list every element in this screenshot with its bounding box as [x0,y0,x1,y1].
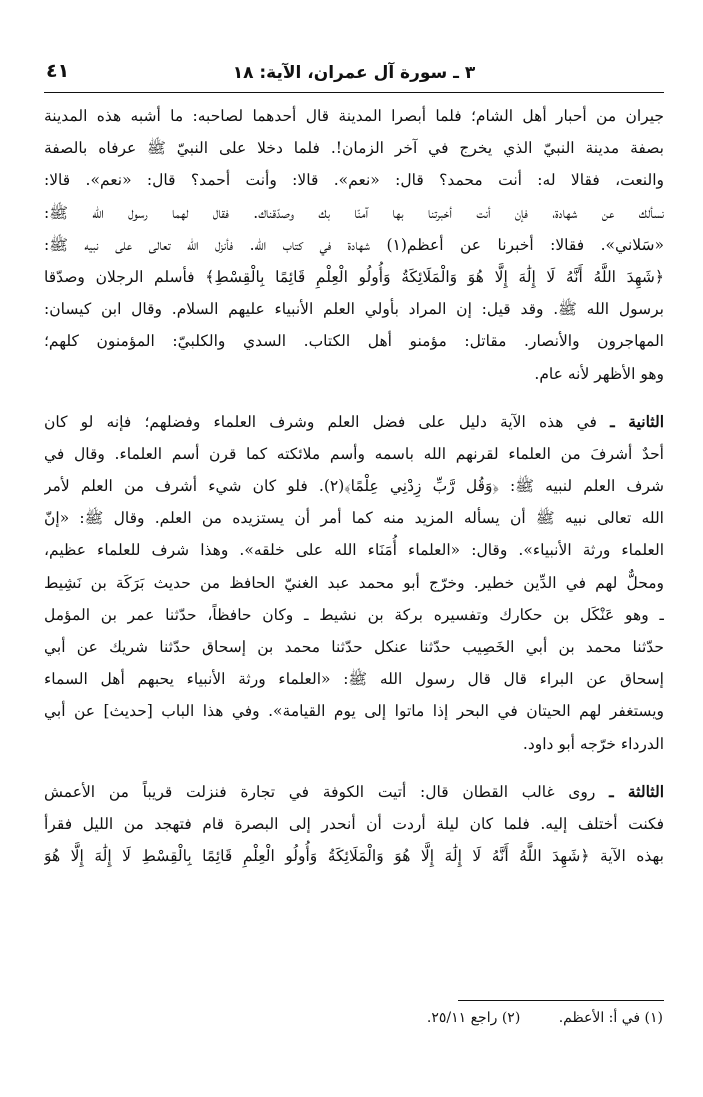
body-text [44,100,664,888]
text-line: فكنت أختلف إليه. فلما كان ليلة أردت أن أنحدر إلى البصرة قام فتهجد من الليل فقرأ [44,814,664,833]
section-lead: الثالثة ـ [609,781,664,801]
paragraph-third [44,776,664,873]
running-title: ٣ ـ سورة آل عمران، الآية: ١٨ [232,63,476,83]
text-line: بصفة مدينة النبيّ الذي يخرج في آخر الزمان!. فلما دخلا على النبيّ ﷺ عرفاه بالصفة [44,139,664,158]
text-line: حدّثنا محمد بن أبي الخَصِيب حدّثنا عنكل حدّثنا محمد بن إسحاق حدّثنا شريك عن أبي [44,638,664,656]
header-rule [44,92,664,93]
page-header [46,58,662,88]
text-line: المهاجرون والأنصار. مقاتل: مؤمنو أهل الكتاب. السدي والكلبيّ: المؤمنون كلهم؛ [44,332,664,351]
footnote: (٢) راجع ٢٥/١١. [426,1010,521,1026]
text-line: جيران من أحبار أهل الشام؛ فلما أبصرا المدينة قال أحدهما لصاحبه: ما أشبه هذه المدينة [44,107,664,125]
text-line: بهذه الآية ﴿شَهِدَ اللَّهُ أَنَّهُ لَا إِلَٰهَ إِلَّا هُوَ وَالْمَلَائِكَةُ وَأُولُو الْعِلْمِ قَائِمًا بِالْقِسْطِ لَا إِلَٰهَ إِلَّا هُوَ [44,847,664,866]
text-line [44,776,664,808]
text-line: الله تعالى نبيه ﷺ أن يسأله المزيد منه كما أمر أن يستزيده من العلم. وقال ﷺ: «إنّ [44,509,664,528]
text-line: ﴿شَهِدَ اللَّهُ أَنَّهُ لَا إِلَٰهَ إِلَّا هُوَ وَالْمَلَائِكَةُ وَأُولُو الْعِلْمِ قَائِمًا بِالْقِسْطِ﴾ فأسلم الرجلان وصدّقا [44,267,664,286]
paragraph-second [44,406,664,760]
footnote: (١) في أ: الأعظم. [558,1010,663,1026]
page-number: ٤١ [46,60,70,82]
text-line: العلماء ورثة الأنبياء». وقال: «العلماء أُمَنَاء الله على خلقه». وهذا شرف للعلماء عظيم، [44,541,664,560]
footnotes [393,1010,663,1026]
paragraph-intro [44,100,664,390]
text-run: روى غالب القطان قال: أتيت الكوفة في تجارة فنزلت قريباً من الأعمش [44,782,610,801]
text-line: ومحلٌّ لهم في الدِّين خطير. وخرّج أبو محمد عبد الغنيّ الحافظ من حديث بَرَكَة بن نَشِيط [44,573,664,592]
section-lead: الثانية ـ [610,411,664,431]
text-line: الدرداء خرّجه أبو داود. [522,734,664,753]
text-line: ويستغفر لهم الحيتان في البحر إذا ماتوا إلى يوم القيامة». وفي هذا الباب [حديث] عن أبي [44,702,664,721]
text-line: إسحاق عن البراء قال قال رسول الله ﷺ: «العلماء ورثة الأنبياء يحبهم أهل السماء [44,670,664,689]
footnote-rule [458,1000,664,1001]
text-run: في هذه الآية دليل على فضل العلم وشرف العلماء وفضلهم؛ فإنه لو كان [44,412,611,431]
text-line [44,406,664,438]
text-line: شرف العلم لنبيه ﷺ: ﴿وَقُل رَّبِّ زِدْنِي عِلْمًا﴾(٢). فلو كان شيء أشرف من العلم لأمر [44,477,664,496]
text-line: ـ وهو عَنْكَل بن حكارك وتفسيره بركة بن نشيط ـ وكان حافظاً، حدّثنا عمر بن المؤمل [44,605,664,624]
text-line: أحدٌ أشرفَ من العلماء لقرنهم الله باسمه وأسم ملائكته كما قرن أسم العلماء. وقال في [44,444,664,463]
text-line: «سَلاني». فقالا: أخبرنا عن أعظم(١) شهادة في كتاب الله. فأنزل الله تعالى على نبيه ﷺ: [44,235,664,254]
text-line: برسول الله ﷺ. وقد قيل: إن المراد بأولي العلم الأنبياء عليهم السلام. وقال ابن كيسان: [44,300,664,319]
text-line: والنعت، فقالا له: أنت محمد؟ قال: «نعم». قالا: وأنت أحمد؟ قال: «نعم». قالا: [44,171,664,190]
text-line: وهو الأظهر لأنه عام. [534,364,664,383]
text-line: نسألك عن شهادة، فإن أنت أخبرتنا بها آمنّا بك وصدّقناك. فقال لهما رسول الله ﷺ: [44,203,664,222]
